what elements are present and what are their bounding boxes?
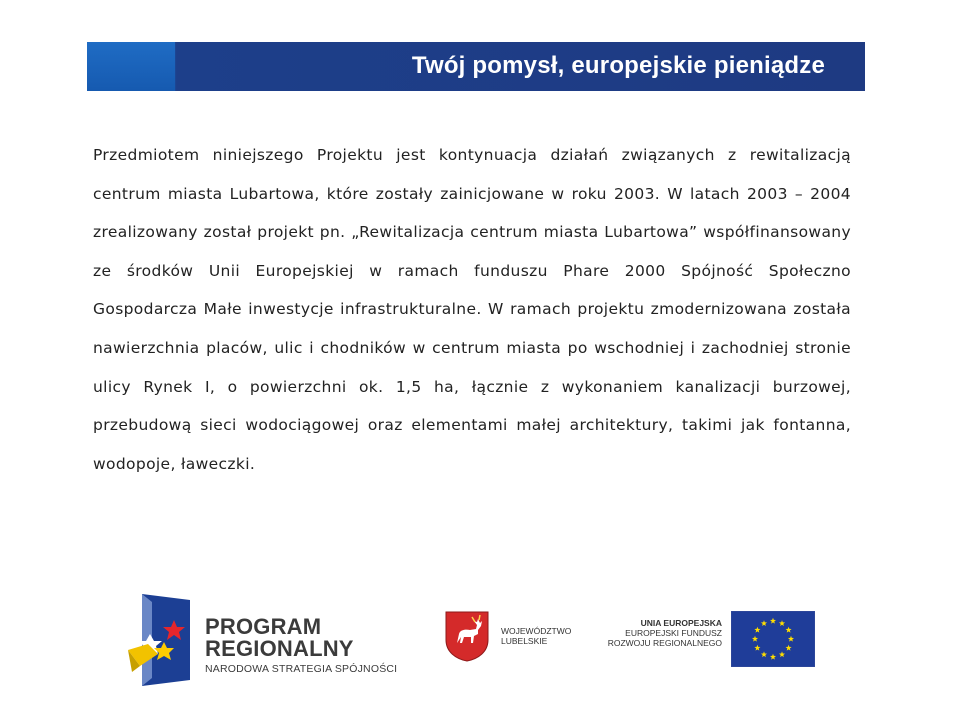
eu-fund-text [598,618,722,648]
program-regionalny-logo-icon [128,594,190,686]
program-line-2: REGIONALNY [205,636,354,661]
program-regionalny-text [205,616,397,675]
voivodeship-line-2: LUBELSKIE [501,636,548,646]
header-bar [87,42,865,91]
program-line-1: PROGRAM [205,614,322,639]
eu-line-2: EUROPEJSKI FUNDUSZ [625,628,722,638]
body-paragraph: Przedmiotem niniejszego Projektu jest kontynuacja działań związanych z rewitalizacją centrum miasta Lubartowa, które zostały zainicjowane w roku 2003. W latach 2003 – 2004 zrealizowany został projekt pn. „Rewitalizacja centrum miasta Lubartowa” współfinansowany ze środków Unii Europejskiej w ramach funduszu Phare 2000 Spójność Społeczno Gospodarcza Małe inwestycje infrastrukturalne. W ramach projektu zmodernizowana została nawierzchnia placów, ulic i chodników w centrum miasta po wschodniej i zachodniej stronie ulicy Rynek I, o powierzchni ok. 1,5 ha, łącznie z wykonaniem kanalizacji burzowej, przebudową sieci wodociągowej oraz elementami małej architektury, takimi jak fontanna, wodopoje, ławeczki. [93,146,851,473]
eu-line-1: UNIA EUROPEJSKA [640,618,722,628]
voivodeship-text [501,626,571,646]
program-line-3: NARODOWA STRATEGIA SPÓJNOŚCI [205,663,398,675]
eu-line-3: ROZWOJU REGIONALNEGO [607,638,722,648]
footer-logos [0,590,960,690]
header-accent-block [87,42,175,91]
header-title: Twój pomysł, europejskie pieniądze [411,52,825,79]
lubelskie-coat-of-arms-icon [444,610,490,662]
eu-flag-icon [731,611,815,667]
voivodeship-line-1: WOJEWÓDZTWO [501,626,572,636]
